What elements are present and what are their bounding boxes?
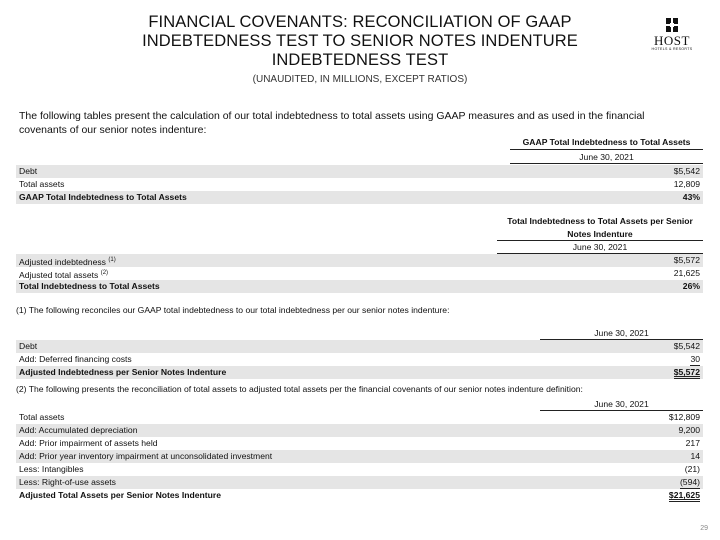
row-value: 9,200 bbox=[678, 425, 700, 435]
row-value: $5,572 bbox=[673, 367, 700, 377]
table-date: June 30, 2021 bbox=[540, 326, 703, 340]
table-row bbox=[16, 280, 703, 293]
page-number: 29 bbox=[700, 525, 708, 532]
row-value: $5,572 bbox=[673, 255, 700, 265]
row-label: Adjusted indebtedness bbox=[19, 256, 106, 267]
table-row bbox=[16, 366, 703, 379]
row-value: 30 bbox=[690, 354, 700, 364]
table-header: GAAP Total Indebtedness to Total Assets bbox=[510, 136, 703, 150]
row-value: 217 bbox=[685, 438, 700, 448]
table-row bbox=[16, 476, 703, 489]
table-row bbox=[16, 165, 703, 178]
table-row bbox=[16, 353, 703, 366]
footnote-2: (2) The following presents the reconciliation of total assets to adjusted total assets per the financial covenants of our senior notes indenture definition: bbox=[16, 384, 583, 394]
table-row bbox=[16, 340, 703, 353]
row-label: Less: Intangibles bbox=[19, 464, 84, 474]
table-date: June 30, 2021 bbox=[540, 397, 703, 411]
intro-text: The following tables present the calculation of our total indebtedness to total assets using GAAP measures and as used in the financial covenants of our senior notes indenture: bbox=[19, 110, 645, 136]
senior-notes-indebtedness-table bbox=[16, 214, 703, 292]
adjusted-total-assets-table bbox=[16, 397, 703, 503]
row-value: $12,809 bbox=[668, 412, 700, 422]
row-label: Debt bbox=[19, 166, 38, 176]
adjusted-indebtedness-table bbox=[16, 326, 703, 380]
row-label: Adjusted total assets bbox=[19, 269, 99, 280]
footnote-ref: (1) bbox=[108, 257, 116, 263]
row-value: 12,809 bbox=[673, 179, 700, 189]
row-value: (594) bbox=[679, 477, 700, 487]
table-row bbox=[16, 267, 703, 280]
row-value: 14 bbox=[690, 451, 700, 461]
row-label: GAAP Total Indebtedness to Total Assets bbox=[19, 192, 187, 202]
table-row bbox=[16, 489, 703, 502]
row-label: Add: Deferred financing costs bbox=[19, 354, 132, 364]
row-value: (21) bbox=[684, 464, 700, 474]
table-row bbox=[16, 411, 703, 424]
host-logo bbox=[640, 18, 704, 52]
host-logo-mark-icon bbox=[665, 18, 679, 32]
table-date: June 30, 2021 bbox=[497, 240, 703, 254]
row-label: Add: Prior impairment of assets held bbox=[19, 438, 158, 448]
footnote-1: (1) The following reconciles our GAAP total indebtedness to our total indebtedness per our senior notes indenture: bbox=[16, 305, 450, 315]
row-label: Total assets bbox=[19, 412, 65, 422]
row-label: Debt bbox=[19, 341, 38, 351]
row-value: $21,625 bbox=[668, 490, 700, 500]
logo-tagline: HOTELS & RESORTS bbox=[651, 47, 693, 51]
logo-name: HOST bbox=[654, 33, 690, 48]
row-label: Adjusted Indebtedness per Senior Notes Indenture bbox=[19, 367, 227, 377]
row-value: 21,625 bbox=[673, 268, 700, 278]
page-subtitle: (UNAUDITED, IN MILLIONS, EXCEPT RATIOS) bbox=[252, 74, 468, 85]
table-date: June 30, 2021 bbox=[510, 150, 703, 164]
table-row bbox=[16, 254, 703, 267]
row-value: $5,542 bbox=[673, 341, 700, 351]
footnote-ref: (2) bbox=[100, 270, 109, 276]
gaap-indebtedness-table bbox=[16, 136, 703, 206]
table-header: Total Indebtedness to Total Assets per Senior Notes Indenture bbox=[497, 214, 703, 241]
row-value: 43% bbox=[682, 192, 700, 202]
row-label: Add: Accumulated depreciation bbox=[19, 425, 138, 435]
row-label: Adjusted Total Assets per Senior Notes Indenture bbox=[19, 490, 221, 500]
row-label: Total Indebtedness to Total Assets bbox=[19, 281, 160, 291]
table-row bbox=[16, 424, 703, 437]
table-row bbox=[16, 463, 703, 476]
table-row bbox=[16, 437, 703, 450]
row-label: Less: Right-of-use assets bbox=[19, 477, 116, 487]
table-row bbox=[16, 450, 703, 463]
row-value: $5,542 bbox=[673, 166, 700, 176]
row-label: Add: Prior year inventory impairment at unconsolidated investment bbox=[19, 451, 273, 461]
table-row bbox=[16, 178, 703, 191]
page-title: FINANCIAL COVENANTS: RECONCILIATION OF GAAP INDEBTEDNESS TEST TO SENIOR NOTES INDENTURE INDEBTEDNESS TEST bbox=[142, 13, 578, 69]
row-label: Total assets bbox=[19, 179, 65, 189]
table-row bbox=[16, 191, 703, 204]
row-value: 26% bbox=[682, 281, 700, 291]
